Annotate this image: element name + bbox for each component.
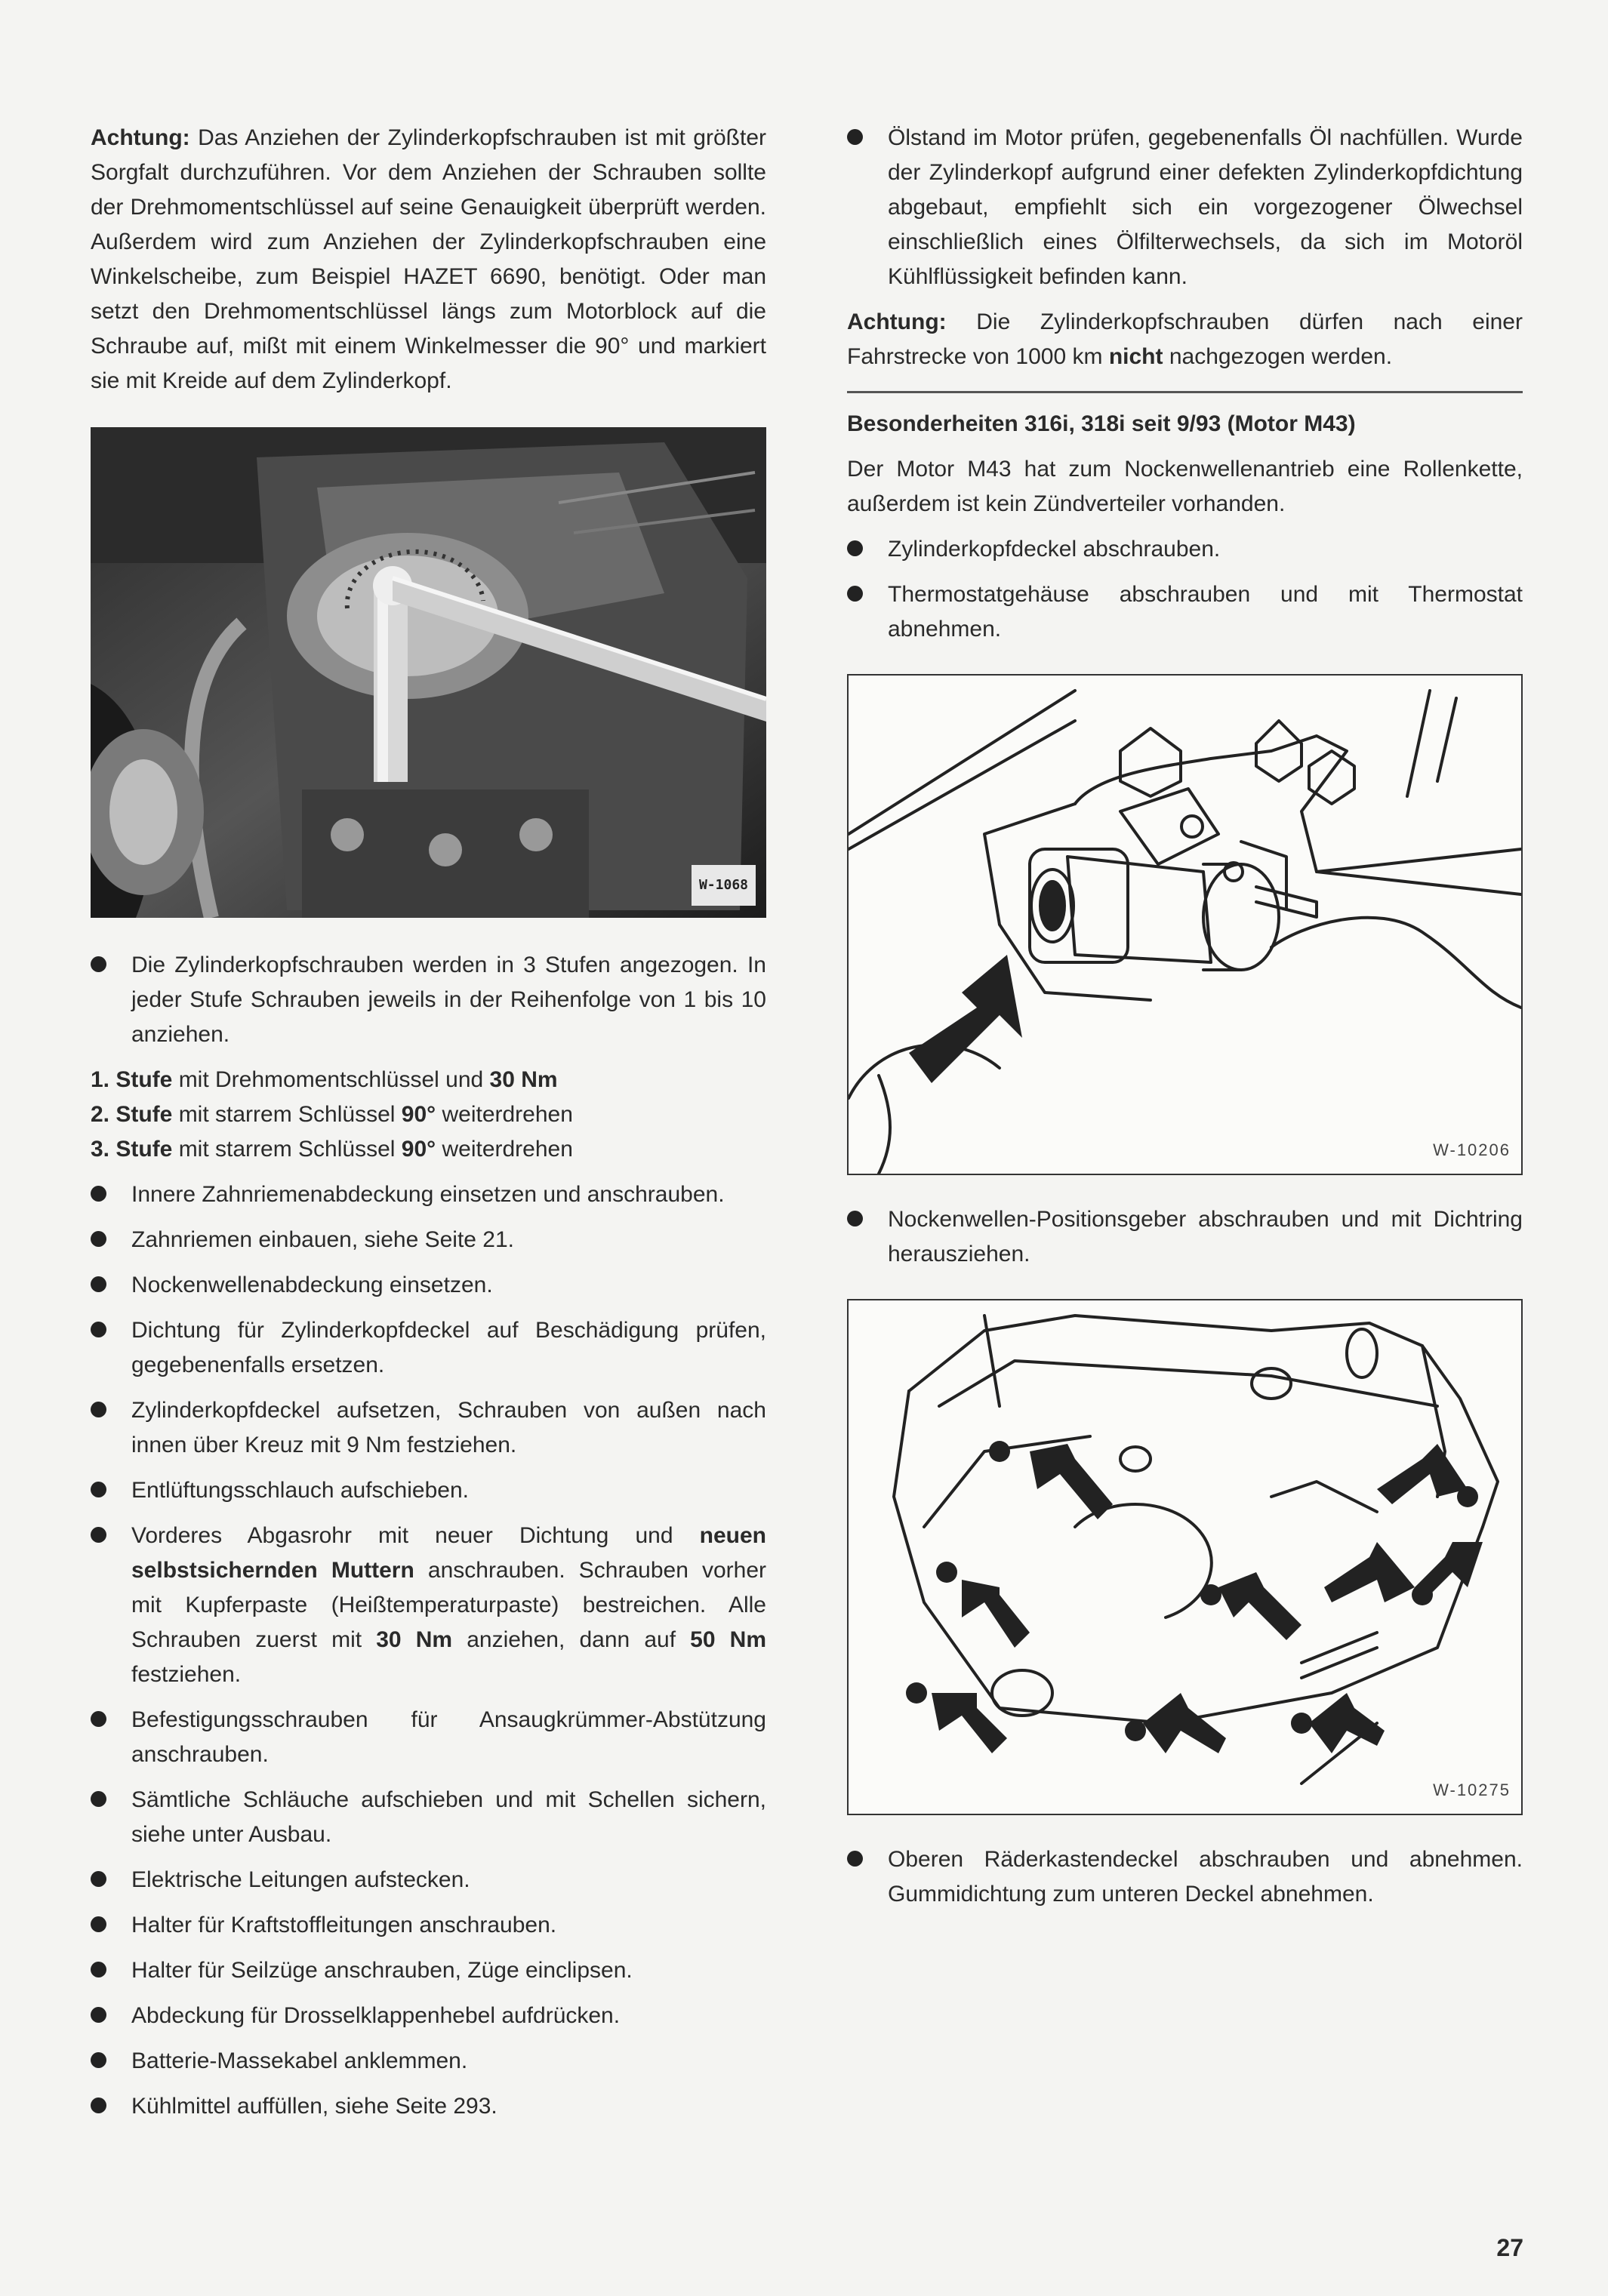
- section-rule: [847, 391, 1523, 393]
- cover-figure: [847, 1299, 1523, 1815]
- stage-list: [91, 1063, 766, 1167]
- bullet-item: Befestigungsschrauben für Ansaugkrümmer-Abstützung anschrauben.: [91, 1703, 766, 1772]
- bullet-item: Sämtliche Schläuche aufschieben und mit Schellen sichern, siehe unter Ausbau.: [91, 1783, 766, 1852]
- bullet-item: Innere Zahnriemenabdeckung einsetzen und anschrauben.: [91, 1177, 766, 1212]
- stage-2: 2. Stufe mit starrem Schlüssel 90° weiterdrehen: [91, 1102, 573, 1127]
- right-column: [847, 121, 1523, 1922]
- bullet-item: Entlüftungsschlauch aufschieben.: [91, 1473, 766, 1508]
- bullet-item: Kühlmittel auffüllen, siehe Seite 293.: [91, 2089, 766, 2124]
- bullet-item: Zylinderkopfdeckel abschrauben.: [847, 532, 1523, 567]
- bullet-item: Zahnriemen einbauen, siehe Seite 21.: [91, 1223, 766, 1257]
- bullet-oil: Ölstand im Motor prüfen, gegebenenfalls Öl nachfüllen. Wurde der Zylinderkopf aufgrund einer defekten Zylinderkopfdichtung abgebaut, empfiehlt sich ein vorgezogener Ölwechsel einschließlich eines Ölfilterwechsels, da sich im Motoröl Kühlflüssigkeit befinden kann.: [847, 121, 1523, 294]
- engine-photo-illustration: [91, 427, 766, 918]
- bullet-sensor: Nockenwellen-Positionsgeber abschrauben und mit Dichtring herausziehen.: [847, 1202, 1523, 1272]
- bullet-item: Zylinderkopfdeckel aufsetzen, Schrauben von außen nach innen über Kreuz mit 9 Nm festziehen.: [91, 1393, 766, 1463]
- warning-paragraph: [91, 121, 766, 399]
- section-heading: Besonderheiten 316i, 318i seit 9/93 (Motor M43): [847, 411, 1356, 436]
- stage-1: 1. Stufe mit Drehmomentschlüssel und 30 Nm: [91, 1067, 558, 1092]
- bullet-cover: Oberen Räderkastendeckel abschrauben und abnehmen. Gummidichtung zum unteren Deckel abnehmen.: [847, 1842, 1523, 1912]
- warning-label: Achtung:: [91, 125, 190, 150]
- bullet-item: Abdeckung für Drosselklappenhebel aufdrücken.: [91, 1999, 766, 2033]
- bullet-item: Halter für Seilzüge anschrauben, Züge einclipsen.: [91, 1953, 766, 1988]
- bullet-item: Elektrische Leitungen aufstecken.: [91, 1863, 766, 1897]
- bolt-arrows: [906, 1441, 1483, 1753]
- warning-2: Achtung: Die Zylinderkopfschrauben dürfen nach einer Fahrstrecke von 1000 km nicht nachgezogen werden.: [847, 309, 1523, 369]
- cover-diagram: [849, 1300, 1521, 1814]
- section-intro: Der Motor M43 hat zum Nockenwellenantrieb eine Rollenkette, außerdem ist kein Zündverteiler vorhanden.: [847, 457, 1523, 516]
- bullet-stages: Die Zylinderkopfschrauben werden in 3 Stufen angezogen. In jeder Stufe Schrauben jeweils in der Reihenfolge von 1 bis 10 anziehen.: [91, 948, 766, 1052]
- stage-3: 3. Stufe mit starrem Schlüssel 90° weiterdrehen: [91, 1137, 573, 1162]
- warning-text: Das Anziehen der Zylinderkopfschrauben ist mit größter Sorgfalt durchzuführen. Vor dem Anziehen der Schrauben sollte der Drehmomentschlüssel auf seine Genauigkeit überprüft werden. Außerdem wird zum Anziehen der Zylinderkopfschrauben eine Winkelscheibe, zum Beispiel HAZET 6690, benötigt. Oder man setzt den Drehmomentschlüssel längs zum Motorblock auf die Schraube auf, mißt mit einem Winkelmesser die 90° und markiert sie mit Kreide auf dem Zylinderkopf.: [91, 125, 766, 393]
- thermostat-figure: [847, 674, 1523, 1175]
- thermostat-diagram: [849, 676, 1521, 1174]
- left-column: [91, 121, 766, 2134]
- figure-code: W-10275: [1433, 1780, 1511, 1799]
- bullet-item: Halter für Kraftstoffleitungen anschrauben.: [91, 1908, 766, 1943]
- bullet-item: Thermostatgehäuse abschrauben und mit Thermostat abnehmen.: [847, 577, 1523, 647]
- figure-code: W-10206: [1433, 1140, 1511, 1159]
- bullet-exhaust: Vorderes Abgasrohr mit neuer Dichtung und neuen selbstsichernden Muttern anschrauben. Schrauben vorher mit Kupferpaste (Heißtemperaturpaste) bestreichen. Alle Schrauben zuerst mit 30 Nm anziehen, dann auf 50 Nm festziehen.: [91, 1519, 766, 1692]
- bullet-item: Batterie-Massekabel anklemmen.: [91, 2044, 766, 2079]
- photo-code: W-1068: [692, 865, 756, 906]
- page-number: 27: [1496, 2234, 1523, 2261]
- bullet-item: Dichtung für Zylinderkopfdeckel auf Beschädigung prüfen, gegebenenfalls ersetzen.: [91, 1313, 766, 1383]
- arrow-icon: [909, 955, 1022, 1083]
- bullet-item: Nockenwellenabdeckung einsetzen.: [91, 1268, 766, 1303]
- engine-photo: [91, 427, 766, 918]
